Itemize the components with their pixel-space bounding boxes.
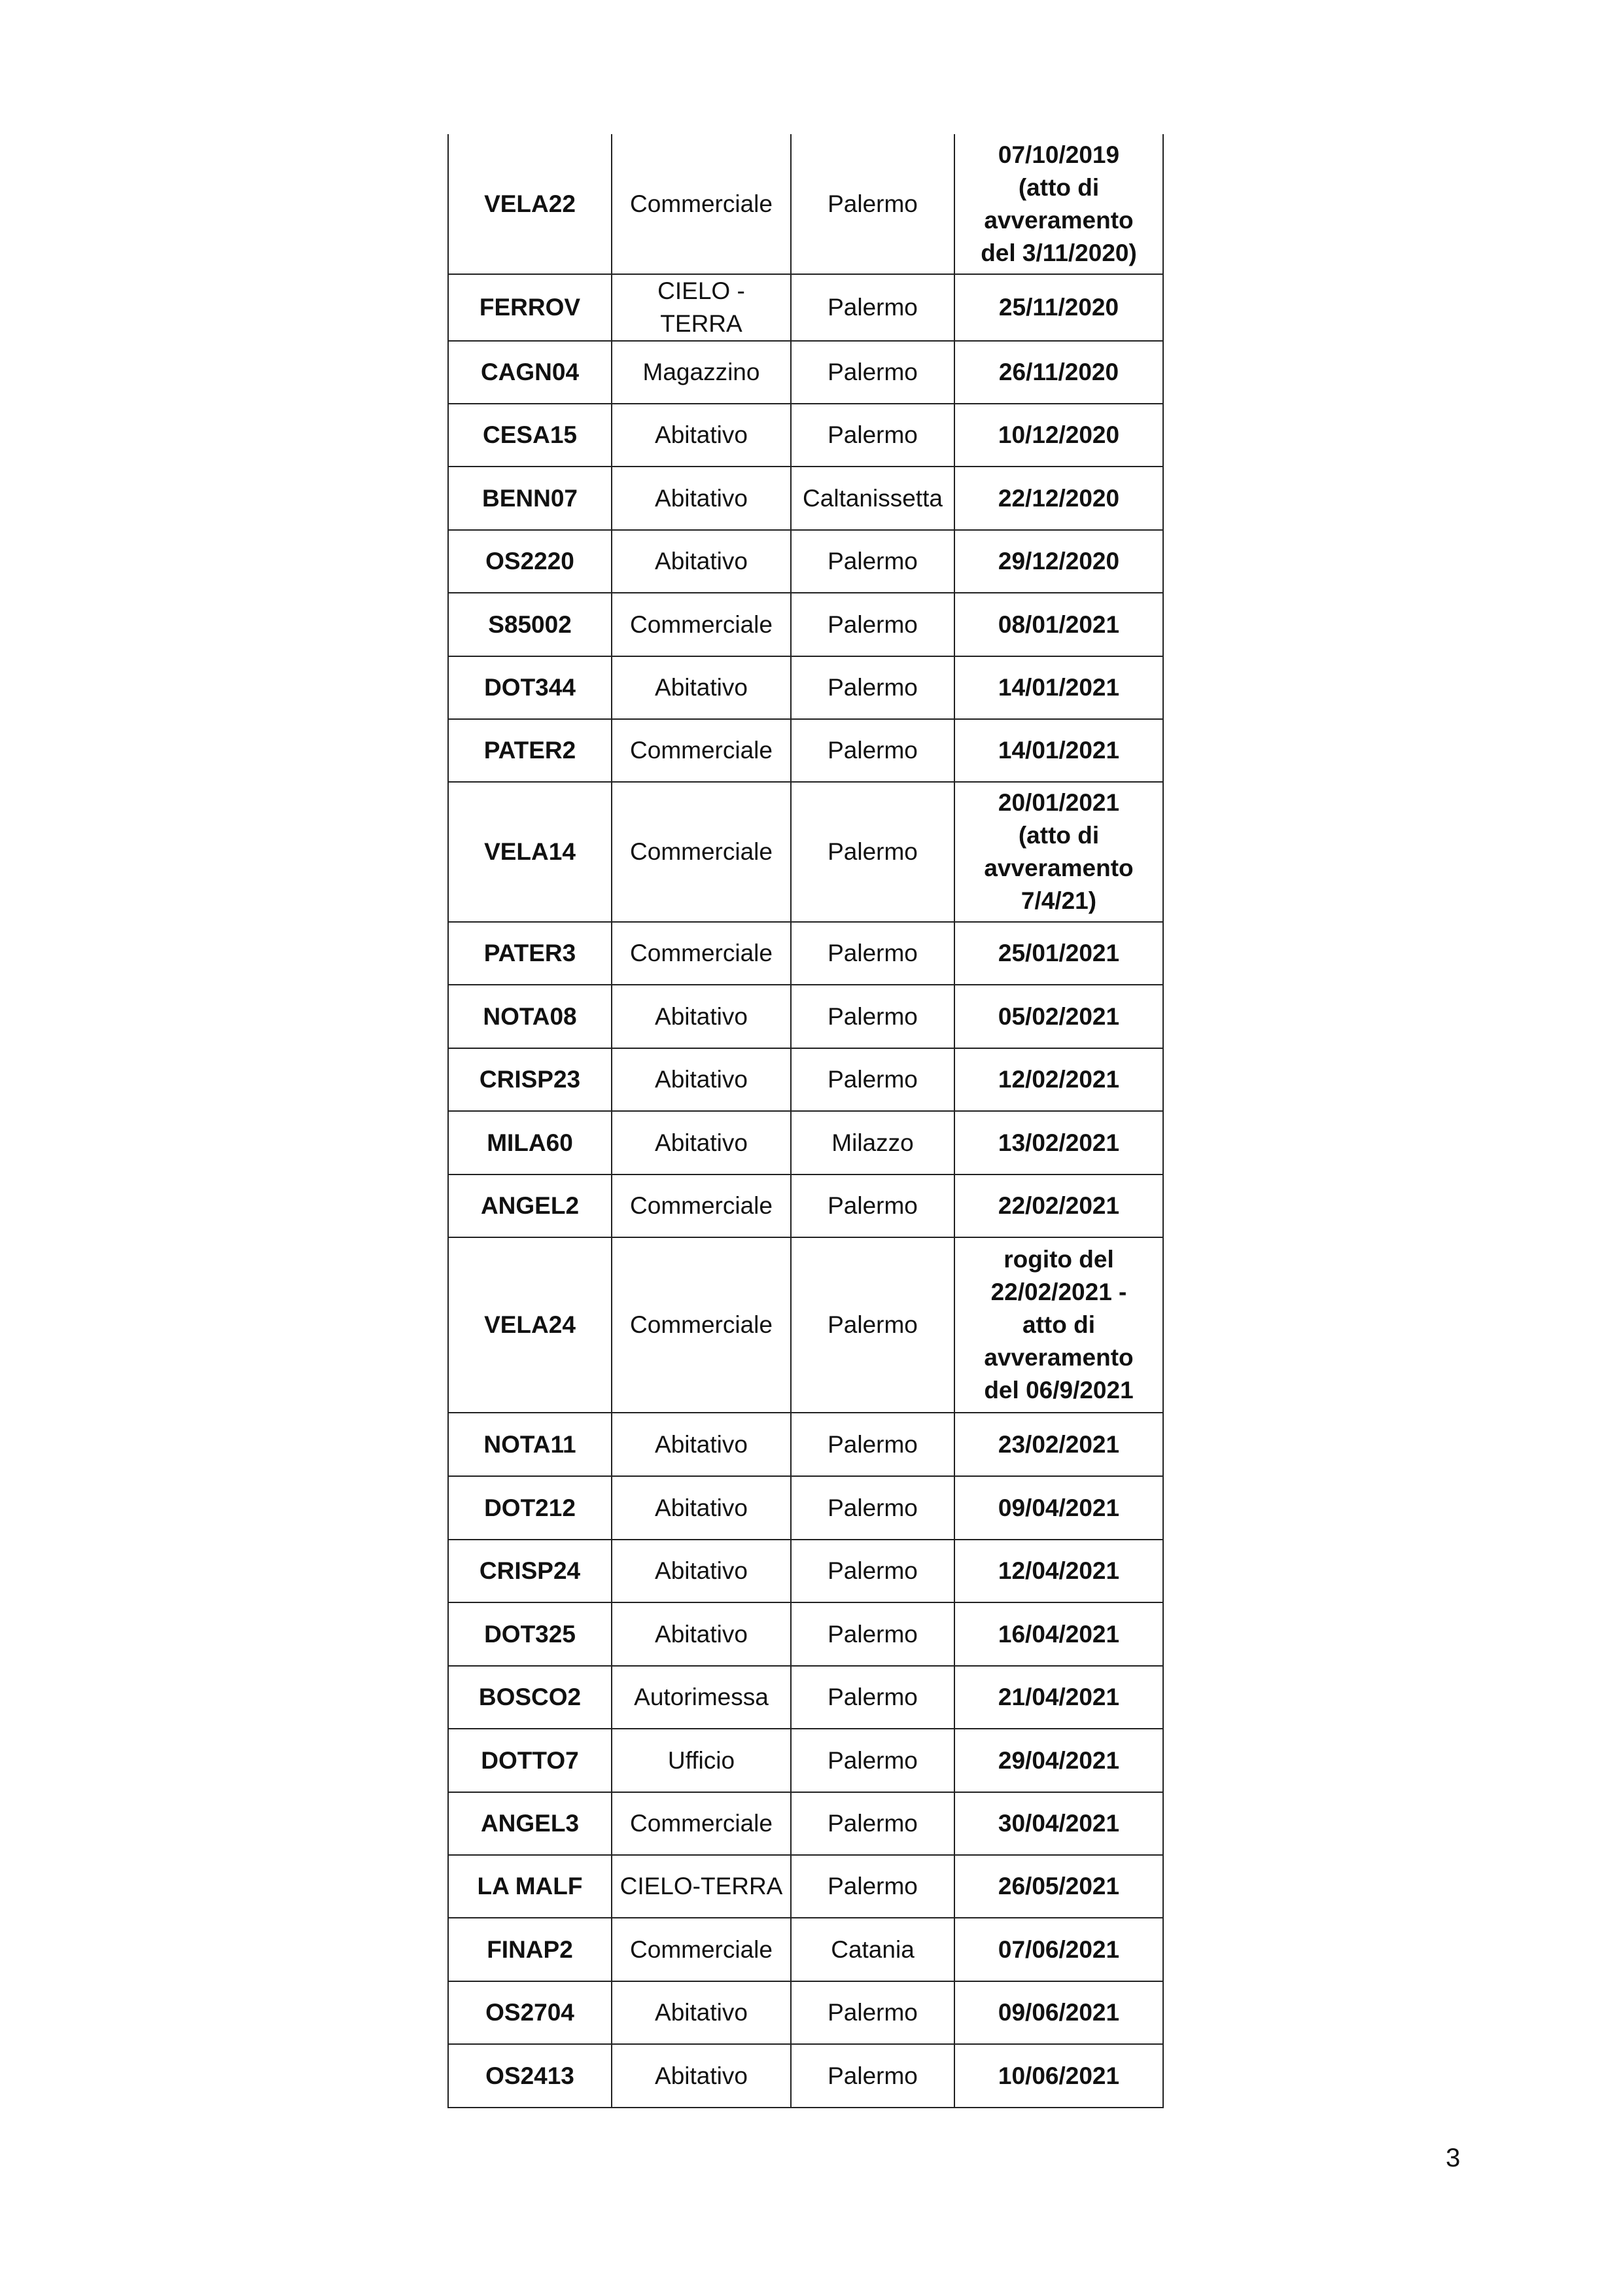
row-code-cell: DOT344 — [448, 656, 612, 719]
row-type-cell: CIELO - TERRA — [612, 274, 791, 341]
table-row — [448, 593, 1163, 656]
row-type-cell: Commerciale — [612, 782, 791, 922]
table-row — [448, 1666, 1163, 1729]
row-city-cell: Palermo — [791, 985, 954, 1048]
row-code-cell: DOT212 — [448, 1476, 612, 1540]
row-city-cell: Palermo — [791, 404, 954, 467]
row-code-cell: S85002 — [448, 593, 612, 656]
row-city-cell: Catania — [791, 1918, 954, 1981]
row-type-cell: Autorimessa — [612, 1666, 791, 1729]
row-code-cell: CRISP23 — [448, 1048, 612, 1111]
table-row — [448, 1174, 1163, 1237]
row-type-cell: Abitativo — [612, 1602, 791, 1666]
row-code-cell: DOT325 — [448, 1602, 612, 1666]
row-city-cell: Palermo — [791, 1476, 954, 1540]
row-date-cell: 08/01/2021 — [954, 593, 1163, 656]
table-row — [448, 922, 1163, 985]
table-row — [448, 2044, 1163, 2108]
row-type-cell: Abitativo — [612, 1981, 791, 2044]
table-row — [448, 1729, 1163, 1792]
table-row — [448, 404, 1163, 467]
row-city-cell: Palermo — [791, 656, 954, 719]
row-date-cell: rogito del 22/02/2021 - atto di avveramento del 06/9/2021 — [954, 1237, 1163, 1413]
property-table — [447, 134, 1164, 2108]
row-date-cell: 14/01/2021 — [954, 719, 1163, 782]
table-row — [448, 1855, 1163, 1918]
table-row — [448, 134, 1163, 274]
row-date-cell: 07/10/2019 (atto di avveramento del 3/11/2020) — [954, 134, 1163, 274]
row-type-cell: Commerciale — [612, 1174, 791, 1237]
row-type-cell: Ufficio — [612, 1729, 791, 1792]
row-city-cell: Palermo — [791, 1413, 954, 1476]
row-date-cell: 29/04/2021 — [954, 1729, 1163, 1792]
row-code-cell: CAGN04 — [448, 341, 612, 404]
property-table-body — [448, 134, 1163, 2108]
row-code-cell: VELA24 — [448, 1237, 612, 1413]
row-date-cell: 30/04/2021 — [954, 1792, 1163, 1855]
table-row — [448, 1413, 1163, 1476]
row-date-cell: 09/06/2021 — [954, 1981, 1163, 2044]
row-date-cell: 12/02/2021 — [954, 1048, 1163, 1111]
row-code-cell: FINAP2 — [448, 1918, 612, 1981]
row-city-cell: Palermo — [791, 719, 954, 782]
row-code-cell: CESA15 — [448, 404, 612, 467]
row-city-cell: Caltanissetta — [791, 467, 954, 530]
row-type-cell: Abitativo — [612, 1413, 791, 1476]
table-row — [448, 1048, 1163, 1111]
row-city-cell: Palermo — [791, 1540, 954, 1602]
row-type-cell: Commerciale — [612, 593, 791, 656]
table-row — [448, 1981, 1163, 2044]
row-date-cell: 21/04/2021 — [954, 1666, 1163, 1729]
row-date-cell: 23/02/2021 — [954, 1413, 1163, 1476]
row-city-cell: Palermo — [791, 1174, 954, 1237]
row-code-cell: VELA14 — [448, 782, 612, 922]
row-city-cell: Milazzo — [791, 1111, 954, 1174]
table-row — [448, 1540, 1163, 1602]
table-row — [448, 274, 1163, 341]
row-type-cell: Abitativo — [612, 985, 791, 1048]
row-date-cell: 10/06/2021 — [954, 2044, 1163, 2108]
row-type-cell: Abitativo — [612, 1111, 791, 1174]
row-date-cell: 14/01/2021 — [954, 656, 1163, 719]
row-type-cell: Commerciale — [612, 1918, 791, 1981]
row-code-cell: PATER2 — [448, 719, 612, 782]
row-code-cell: OS2220 — [448, 530, 612, 593]
row-city-cell: Palermo — [791, 593, 954, 656]
table-row — [448, 1111, 1163, 1174]
row-type-cell: Commerciale — [612, 1792, 791, 1855]
row-type-cell: Commerciale — [612, 922, 791, 985]
row-city-cell: Palermo — [791, 274, 954, 341]
row-city-cell: Palermo — [791, 2044, 954, 2108]
row-type-cell: Commerciale — [612, 134, 791, 274]
row-city-cell: Palermo — [791, 1792, 954, 1855]
table-row — [448, 530, 1163, 593]
table-row — [448, 1602, 1163, 1666]
row-date-cell: 12/04/2021 — [954, 1540, 1163, 1602]
row-code-cell: OS2413 — [448, 2044, 612, 2108]
row-type-cell: Abitativo — [612, 1540, 791, 1602]
row-type-cell: Abitativo — [612, 656, 791, 719]
row-type-cell: Abitativo — [612, 1048, 791, 1111]
row-code-cell: OS2704 — [448, 1981, 612, 2044]
row-code-cell: FERROV — [448, 274, 612, 341]
row-date-cell: 07/06/2021 — [954, 1918, 1163, 1981]
row-city-cell: Palermo — [791, 1237, 954, 1413]
row-city-cell: Palermo — [791, 530, 954, 593]
row-date-cell: 25/01/2021 — [954, 922, 1163, 985]
row-date-cell: 25/11/2020 — [954, 274, 1163, 341]
table-row — [448, 1918, 1163, 1981]
table-row — [448, 782, 1163, 922]
row-type-cell: CIELO-TERRA — [612, 1855, 791, 1918]
table-row — [448, 341, 1163, 404]
row-date-cell: 05/02/2021 — [954, 985, 1163, 1048]
row-code-cell: BENN07 — [448, 467, 612, 530]
row-date-cell: 16/04/2021 — [954, 1602, 1163, 1666]
row-type-cell: Abitativo — [612, 404, 791, 467]
row-type-cell: Commerciale — [612, 1237, 791, 1413]
row-city-cell: Palermo — [791, 1981, 954, 2044]
row-city-cell: Palermo — [791, 1729, 954, 1792]
row-city-cell: Palermo — [791, 922, 954, 985]
row-type-cell: Magazzino — [612, 341, 791, 404]
table-row — [448, 985, 1163, 1048]
row-city-cell: Palermo — [791, 1602, 954, 1666]
row-type-cell: Abitativo — [612, 530, 791, 593]
row-code-cell: PATER3 — [448, 922, 612, 985]
row-code-cell: VELA22 — [448, 134, 612, 274]
row-date-cell: 26/11/2020 — [954, 341, 1163, 404]
row-date-cell: 10/12/2020 — [954, 404, 1163, 467]
row-code-cell: NOTA08 — [448, 985, 612, 1048]
table-row — [448, 656, 1163, 719]
row-date-cell: 22/12/2020 — [954, 467, 1163, 530]
row-type-cell: Commerciale — [612, 719, 791, 782]
row-code-cell: ANGEL2 — [448, 1174, 612, 1237]
row-type-cell: Abitativo — [612, 467, 791, 530]
row-code-cell: CRISP24 — [448, 1540, 612, 1602]
row-code-cell: DOTTO7 — [448, 1729, 612, 1792]
row-date-cell: 22/02/2021 — [954, 1174, 1163, 1237]
row-date-cell: 09/04/2021 — [954, 1476, 1163, 1540]
row-code-cell: BOSCO2 — [448, 1666, 612, 1729]
row-code-cell: LA MALF — [448, 1855, 612, 1918]
row-code-cell: NOTA11 — [448, 1413, 612, 1476]
row-city-cell: Palermo — [791, 134, 954, 274]
row-city-cell: Palermo — [791, 782, 954, 922]
page-number: 3 — [1446, 2144, 1461, 2172]
row-city-cell: Palermo — [791, 341, 954, 404]
table-row — [448, 1792, 1163, 1855]
row-date-cell: 26/05/2021 — [954, 1855, 1163, 1918]
row-city-cell: Palermo — [791, 1048, 954, 1111]
row-code-cell: ANGEL3 — [448, 1792, 612, 1855]
row-type-cell: Abitativo — [612, 2044, 791, 2108]
row-date-cell: 13/02/2021 — [954, 1111, 1163, 1174]
row-date-cell: 29/12/2020 — [954, 530, 1163, 593]
table-row — [448, 467, 1163, 530]
table-row — [448, 1476, 1163, 1540]
table-row — [448, 1237, 1163, 1413]
property-table-container — [447, 134, 1162, 2108]
table-row — [448, 719, 1163, 782]
row-date-cell: 20/01/2021 (atto di avveramento 7/4/21) — [954, 782, 1163, 922]
row-code-cell: MILA60 — [448, 1111, 612, 1174]
row-city-cell: Palermo — [791, 1666, 954, 1729]
row-city-cell: Palermo — [791, 1855, 954, 1918]
row-type-cell: Abitativo — [612, 1476, 791, 1540]
